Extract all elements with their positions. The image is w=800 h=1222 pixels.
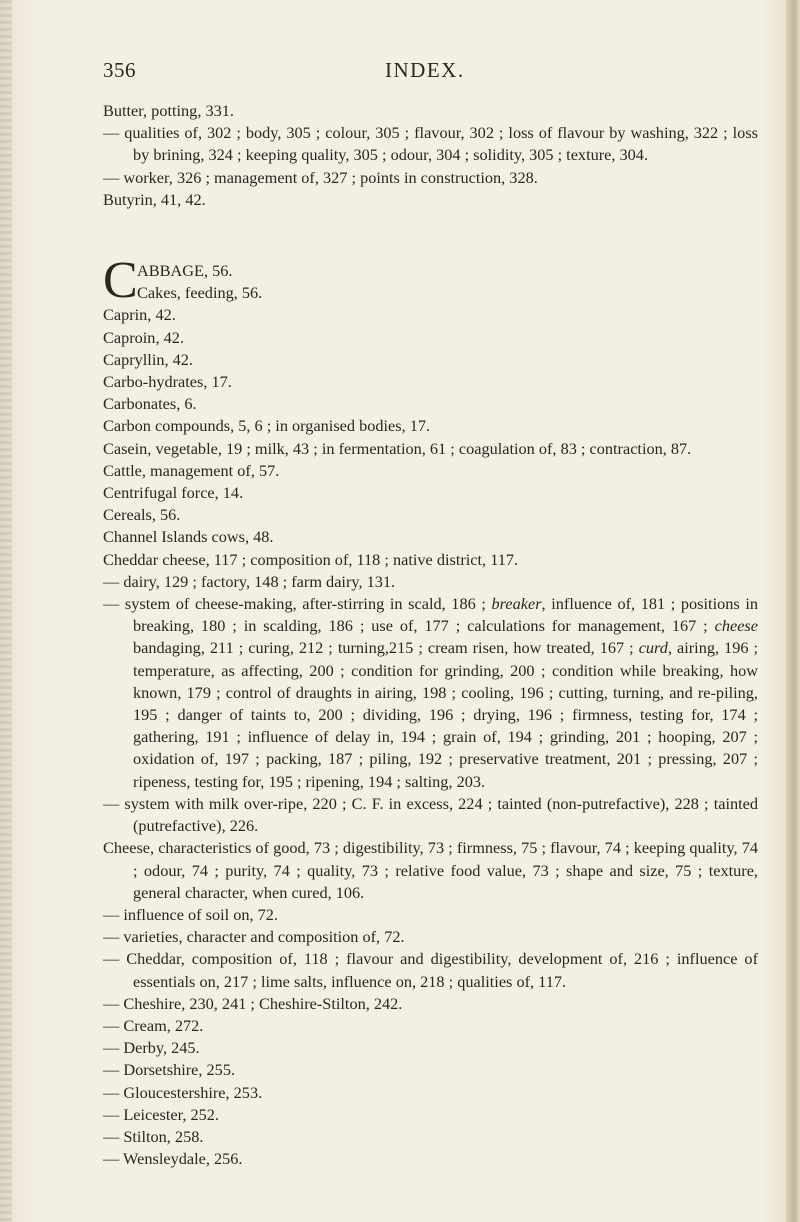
index-content <box>103 100 758 1170</box>
index-entry: — influence of soil on, 72. <box>103 904 278 924</box>
index-entry: Caprin, 42. <box>103 305 176 325</box>
index-entry: Carbo-hydrates, 17. <box>103 372 232 392</box>
page-header <box>103 58 723 86</box>
drop-cap: C <box>103 252 138 310</box>
section-c-opening <box>103 252 758 310</box>
index-entry: Carbon compounds, 5, 6 ; in organised bodies, 17. <box>103 416 431 436</box>
running-head: INDEX. <box>385 58 465 82</box>
system-text-3: bandaging, 211 ; curing, 212 ; turning,215 ; cream risen, how treated, 167 ; <box>133 638 639 658</box>
index-entry: — varieties, character and composition of, 72. <box>103 927 405 947</box>
page-left-edge <box>0 0 12 1222</box>
index-entry: — system with milk over-ripe, 220 ; C. F. in excess, 224 ; tainted (non-putrefactive), 228 ; tainted (putrefactive), 226. <box>103 793 758 836</box>
index-entry: — worker, 326 ; management of, 327 ; points in construction, 328. <box>103 167 538 187</box>
index-entry: Cheese, characteristics of good, 73 ; digestibility, 73 ; firmness, 75 ; flavour, 74 ; keeping quality, 74 ; odour, 74 ; purity, 74 ; quality, 73 ; relative food value, 73 ; shape and size, 75 ; texture, general character, when cured, 106. <box>103 838 758 902</box>
page-number: 356 <box>103 58 136 82</box>
index-entry: — dairy, 129 ; factory, 148 ; farm dairy, 131. <box>103 571 396 591</box>
index-entry: Caproin, 42. <box>103 327 184 347</box>
index-entry: — Stilton, 258. <box>103 1126 204 1146</box>
index-entry: — Gloucestershire, 253. <box>103 1082 263 1102</box>
dropcap-subentry: Cakes, feeding, 56. <box>137 283 263 303</box>
index-entry: Cereals, 56. <box>103 505 181 525</box>
index-entry: — Cheddar, composition of, 118 ; flavour and digestibility, development of, 216 ; influence of essentials on, 217 ; lime salts, influence on, 218 ; qualities of, 117. <box>103 949 758 991</box>
system-text-1: — system of cheese-making, after-stirring in scald, 186 ; <box>103 594 492 614</box>
section-gap <box>103 211 758 260</box>
index-entry: — Dorsetshire, 255. <box>103 1060 236 1080</box>
index-entry: — Cheshire, 230, 241 ; Cheshire-Stilton, 242. <box>103 993 403 1013</box>
index-entry: Casein, vegetable, 19 ; milk, 43 ; in fermentation, 61 ; coagulation of, 83 ; contraction, 87. <box>103 438 692 458</box>
index-entry: Cattle, management of, 57. <box>103 460 280 480</box>
dropcap-heading: ABBAGE, 56. <box>137 261 233 281</box>
index-entry: Butter, potting, 331. <box>103 101 234 120</box>
index-entry: Butyrin, 41, 42. <box>103 189 206 209</box>
system-text-4: , airing, 196 ; temperature, as affecting, 200 ; condition for grinding, 200 ; condition while breaking, how known, 179 ; control of draughts in airing, 198 ; cooling, 196 ; cutting, turning, and re-piling, 195 ; danger of taints to, 200 ; dividing, 196 ; drying, 196 ; firmness, testing for, 174 ; gathering, 191 ; influence of delay in, 194 ; grain of, 194 ; grinding, 201 ; hooping, 207 ; oxidation of, 197 ; packing, 187 ; piling, 192 ; preservative treatment, 201 ; pressing, 207 ; ripeness, testing for, 195 ; ripening, 194 ; salting, 203. <box>133 638 758 791</box>
index-entry: — Derby, 245. <box>103 1038 200 1058</box>
index-entry-system <box>103 593 758 793</box>
system-italic-breaker: breaker <box>491 594 542 614</box>
system-italic-cheese: cheese <box>714 616 758 636</box>
index-entry: Centrifugal force, 14. <box>103 483 244 503</box>
page-right-edge <box>786 0 800 1222</box>
index-entry: — qualities of, 302 ; body, 305 ; colour, 305 ; flavour, 302 ; loss of flavour by washing, 322 ; loss by brining, 324 ; keeping quality, 305 ; odour, 304 ; solidity, 305 ; texture, 304. <box>103 123 758 165</box>
index-entry: — Wensleydale, 256. <box>103 1149 243 1169</box>
system-italic-curd: curd <box>638 638 668 658</box>
index-entry: — Leicester, 252. <box>103 1104 219 1124</box>
index-entry: Capryllin, 42. <box>103 349 193 369</box>
system-text-2: , influence of, 181 ; positions in breaking, 180 ; in scalding, 186 ; use of, 177 ; calculations for management, 167 ; <box>133 594 758 636</box>
index-entry: Carbonates, 6. <box>103 394 197 414</box>
index-entry: Cheddar cheese, 117 ; composition of, 118 ; native district, 117. <box>103 549 519 569</box>
index-entry: Channel Islands cows, 48. <box>103 527 274 547</box>
index-entry: — Cream, 272. <box>103 1015 204 1035</box>
